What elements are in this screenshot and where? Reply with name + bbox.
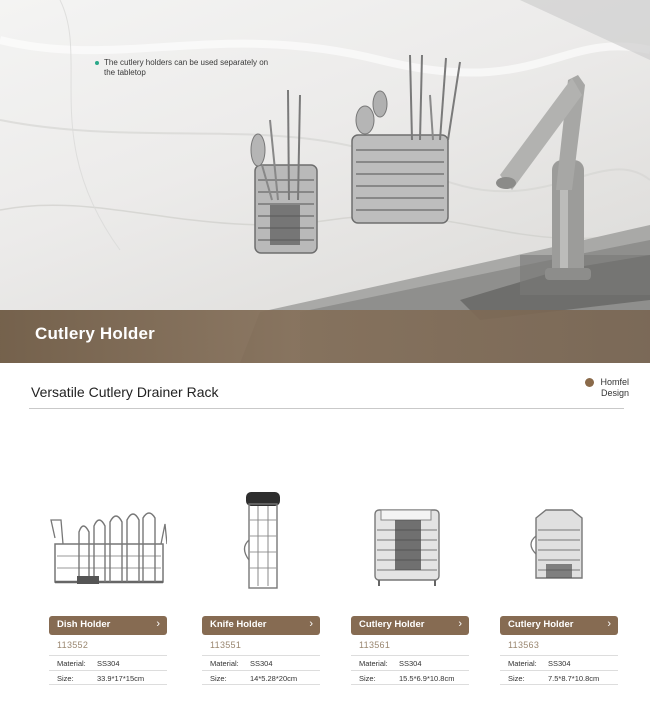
knife-holder-image <box>202 480 320 610</box>
product-name-button[interactable] <box>49 616 167 635</box>
small-holder-photo <box>251 90 317 253</box>
product-name: Cutlery Holder <box>508 619 574 630</box>
spec-value: SS304 <box>399 659 422 668</box>
product-name-button[interactable] <box>500 616 618 635</box>
spec-row-material <box>49 655 167 670</box>
spec-row-material <box>202 655 320 670</box>
product-code: 113561 <box>359 640 391 650</box>
spec-label: Material: <box>57 659 86 668</box>
section-divider <box>29 408 624 409</box>
product-name-button[interactable] <box>351 616 469 635</box>
product-code: 113563 <box>508 640 540 650</box>
chevron-right-icon: › <box>156 618 160 630</box>
product-name: Cutlery Holder <box>359 619 425 630</box>
spec-value: 33.9*17*15cm <box>97 674 145 683</box>
cutlery-holder-large-image <box>351 480 469 610</box>
note-dot-icon <box>95 61 99 65</box>
product-name: Knife Holder <box>210 619 267 630</box>
hero-note-text: The cutlery holders can be used separately on the tabletop <box>104 58 269 77</box>
spec-label: Size: <box>508 674 525 683</box>
chevron-right-icon: › <box>309 618 313 630</box>
product-name-button[interactable] <box>202 616 320 635</box>
spec-value: 15.5*6.9*10.8cm <box>399 674 455 683</box>
spec-label: Size: <box>57 674 74 683</box>
product-card <box>202 480 320 690</box>
section-title: Versatile Cutlery Drainer Rack <box>31 384 219 400</box>
hero-title: Cutlery Holder <box>35 324 155 343</box>
hero-note <box>104 58 274 78</box>
spec-row-material <box>500 655 618 670</box>
product-name: Dish Holder <box>57 619 111 630</box>
spec-label: Size: <box>359 674 376 683</box>
spec-value: SS304 <box>97 659 120 668</box>
spec-label: Material: <box>359 659 388 668</box>
hero-photo <box>0 0 650 363</box>
spec-value: 7.5*8.7*10.8cm <box>548 674 600 683</box>
spec-value: 14*5.28*20cm <box>250 674 298 683</box>
chevron-right-icon: › <box>607 618 611 630</box>
large-holder-photo <box>352 55 460 223</box>
spec-value: SS304 <box>548 659 571 668</box>
spec-label: Size: <box>210 674 227 683</box>
cutlery-holder-small-image <box>500 480 618 610</box>
brand-logo <box>585 377 629 401</box>
spec-row-size <box>49 670 167 685</box>
brand-line1: Homfel <box>600 377 629 387</box>
product-code: 113551 <box>210 640 242 650</box>
hero-banner <box>0 0 650 363</box>
product-card <box>49 480 167 690</box>
spec-row-size <box>500 670 618 685</box>
spec-row-size <box>351 670 469 685</box>
spec-row-material <box>351 655 469 670</box>
spec-label: Material: <box>508 659 537 668</box>
dish-holder-image <box>49 480 167 610</box>
spec-value: SS304 <box>250 659 273 668</box>
spec-row-size <box>202 670 320 685</box>
product-card <box>351 480 469 690</box>
product-code: 113552 <box>57 640 89 650</box>
product-card <box>500 480 618 690</box>
brand-line2: Design <box>600 388 629 398</box>
brand-dot-icon <box>585 378 594 387</box>
chevron-right-icon: › <box>458 618 462 630</box>
spec-label: Material: <box>210 659 239 668</box>
